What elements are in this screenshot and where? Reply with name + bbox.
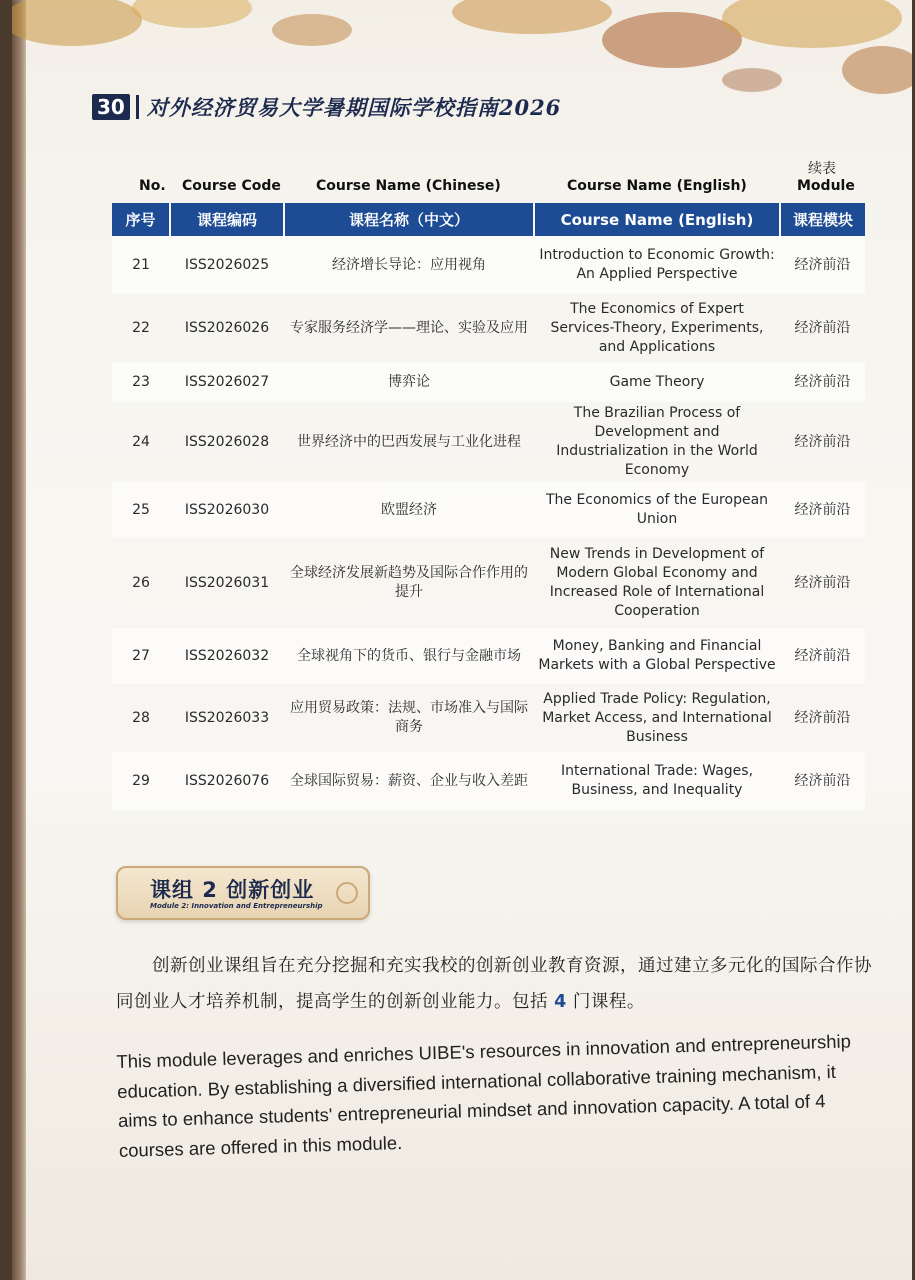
- cell-code: ISS2026025: [170, 236, 284, 294]
- col-head-en-name-zh: Course Name (Chinese): [316, 178, 501, 194]
- cell-code: ISS2026031: [184, 574, 270, 591]
- module-2-banner: [116, 866, 370, 920]
- book-spine: [12, 0, 26, 1280]
- cell-code: ISS2026076: [170, 752, 284, 810]
- cell-name-en: Introduction to Economic Growth: An Applied Perspective: [534, 236, 780, 294]
- desc-zh-text: 创新创业课组旨在充分挖掘和充实我校的创新创业教育资源，通过建立多元化的国际合作协同创业人才培养机制，提高学生的创新创业能力。包括: [116, 956, 872, 1012]
- cell-no: 29: [112, 752, 170, 810]
- english-column-headers: [112, 178, 862, 200]
- cell-module: 经济前沿: [780, 236, 865, 294]
- table-row: [112, 752, 865, 810]
- cell-name-zh: 欧盟经济: [284, 482, 534, 538]
- cell-name-en: The Economics of Expert Services-Theory, Experiments, and Applications: [550, 300, 764, 355]
- cell-name-zh: 世界经济中的巴西发展与工业化进程: [297, 433, 521, 450]
- module-2-subtitle: Module 2: Innovation and Entrepreneurship: [150, 902, 323, 910]
- cell-no: 24: [132, 433, 150, 450]
- cell-code: ISS2026027: [170, 362, 284, 402]
- cell-module: 经济前沿: [780, 362, 865, 402]
- cell-module: 经济前沿: [780, 752, 865, 810]
- cell-name-en: Game Theory: [534, 362, 780, 402]
- cell-module: 经济前沿: [794, 709, 851, 726]
- cell-module: 经济前沿: [794, 433, 851, 450]
- cell-name-zh: 全球视角下的货币、银行与金融市场: [284, 628, 534, 684]
- col-head-en-code: Course Code: [182, 178, 281, 194]
- table-row: [112, 294, 865, 362]
- header-divider: [136, 95, 139, 119]
- cell-name-en: International Trade: Wages, Business, and Inequality: [534, 752, 780, 810]
- cell-code: ISS2026026: [184, 319, 270, 336]
- module-2-description-zh: [116, 948, 876, 1020]
- cell-name-zh: 专家服务经济学——理论、实验及应用: [290, 319, 528, 336]
- col-head-en-no: No.: [139, 178, 166, 194]
- page-number: 30: [92, 94, 130, 120]
- cell-code: ISS2026033: [184, 709, 270, 726]
- col-head-en-name-en: Course Name (English): [567, 178, 747, 194]
- cell-name-en: Money, Banking and Financial Markets with a Global Perspective: [534, 628, 780, 684]
- cell-no: 23: [112, 362, 170, 402]
- cell-name-en: New Trends in Development of Modern Global Economy and Increased Role of International Cooperation: [549, 546, 765, 619]
- module-2-title: 课组 2 创新创业: [150, 878, 315, 902]
- cell-no: 26: [132, 574, 150, 591]
- col-head-no: 序号: [112, 203, 170, 236]
- cell-name-en: The Brazilian Process of Development and Industrialization in the World Economy: [556, 405, 758, 478]
- table-row: [112, 362, 865, 402]
- desc-zh-course-count: 4: [554, 992, 567, 1012]
- cell-module: 经济前沿: [780, 628, 865, 684]
- cell-name-zh: 应用贸易政策：法规、市场准入与国际商务: [290, 700, 528, 735]
- col-head-en-module: Module: [797, 178, 855, 194]
- cell-name-zh: 全球国际贸易：薪资、企业与收入差距: [284, 752, 534, 810]
- col-head-module: 课程模块: [780, 203, 865, 236]
- cell-name-zh: 全球经济发展新趋势及国际合作作用的提升: [290, 565, 528, 600]
- desc-zh-text-end: 门课程。: [566, 992, 645, 1012]
- cell-code: ISS2026030: [170, 482, 284, 538]
- cell-name-zh: 经济增长导论：应用视角: [284, 236, 534, 294]
- cell-name-en: The Economics of the European Union: [534, 482, 780, 538]
- col-head-code: 课程编码: [170, 203, 284, 236]
- cell-code: ISS2026032: [170, 628, 284, 684]
- course-table: [112, 203, 865, 810]
- cell-code: ISS2026028: [184, 433, 270, 450]
- page-header: [92, 92, 561, 122]
- table-row: [112, 628, 865, 684]
- col-head-name-zh: 课程名称（中文）: [284, 203, 534, 236]
- table-row: [112, 538, 865, 628]
- cell-module: 经济前沿: [780, 482, 865, 538]
- table-row: [112, 684, 865, 752]
- cell-no: 28: [132, 709, 150, 726]
- module-2-description-en: This module leverages and enriches UIBE's resources in innovation and entrepreneurship education. By establishing a diversified international collaborative training mechanism, it aims to enhance students' entrepreneurial mindset and innovation capacity. A total of 4 courses are offered in this module.: [116, 1030, 852, 1161]
- cell-no: 21: [112, 236, 170, 294]
- cell-module: 经济前沿: [794, 574, 851, 591]
- guide-page: [12, 0, 912, 1280]
- table-continued-label: 续表: [808, 161, 836, 177]
- cell-no: 25: [112, 482, 170, 538]
- cell-name-zh: 博弈论: [284, 362, 534, 402]
- cell-module: 经济前沿: [794, 319, 851, 336]
- table-row: [112, 236, 865, 294]
- table-header-row: [112, 203, 865, 236]
- cell-no: 22: [132, 319, 150, 336]
- table-row: [112, 482, 865, 538]
- cell-name-en: Applied Trade Policy: Regulation, Market Access, and International Business: [542, 690, 772, 745]
- autumn-leaves-decoration: [12, 0, 912, 100]
- guide-title: 对外经济贸易大学暑期国际学校指南2026: [146, 95, 562, 120]
- table-row: [112, 402, 865, 482]
- cell-no: 27: [112, 628, 170, 684]
- ornament-icon: [336, 882, 358, 904]
- col-head-name-en: Course Name (English): [534, 203, 780, 236]
